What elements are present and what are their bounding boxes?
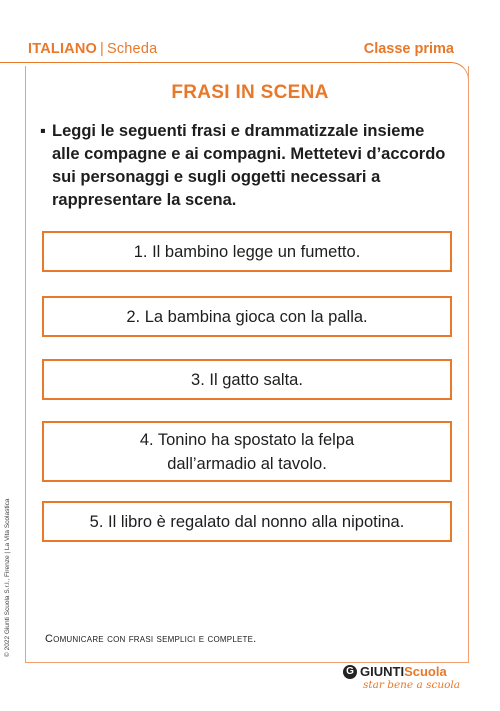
logo-brand-main: GIUNTI bbox=[360, 664, 405, 679]
sheet-type-label: Scheda bbox=[106, 41, 158, 57]
header-separator: | bbox=[100, 41, 104, 57]
logo-tagline: star bene a scuola bbox=[363, 679, 461, 691]
class-label: Classe prima bbox=[363, 41, 454, 57]
sentence-box-1: 1. Il bambino legge un fumetto. bbox=[42, 231, 452, 272]
header-rule bbox=[0, 62, 448, 63]
sentence-box-2: 2. La bambina gioca con la palla. bbox=[42, 296, 452, 337]
page-title: FRASI IN SCENA bbox=[171, 82, 329, 103]
subject-label: ITALIANO bbox=[28, 41, 97, 57]
instruction-text: Leggi le seguenti frasi e drammatizzale insieme alle compagne e ai compagni. Mettetevi d’accordo sui personaggi e sugli oggetti necessari a rappresentare la scena. bbox=[52, 122, 446, 209]
publisher-logo bbox=[343, 664, 460, 691]
sentence-box-4 bbox=[42, 421, 452, 482]
sentence-box-5: 5. Il libro è regalato dal nonno alla nipotina. bbox=[42, 501, 452, 542]
header-subject bbox=[28, 41, 157, 57]
copyright-text: © 2022 Giunti Scuola S.r.l., Firenze | La Vita Scolastica bbox=[4, 498, 11, 657]
sentence-4-text: 4. Tonino ha spostato la felpa dall’armadio al tavolo. bbox=[139, 430, 355, 473]
logo-brand bbox=[343, 664, 460, 679]
instruction bbox=[40, 120, 452, 212]
sentence-box-3: 3. Il gatto salta. bbox=[42, 359, 452, 400]
logo-g-icon: G bbox=[343, 665, 357, 679]
learning-goal: Comunicare con frasi semplici e complete. bbox=[45, 633, 257, 645]
logo-brand-accent: Scuola bbox=[404, 664, 447, 679]
bullet-icon: ▪ bbox=[40, 122, 46, 140]
